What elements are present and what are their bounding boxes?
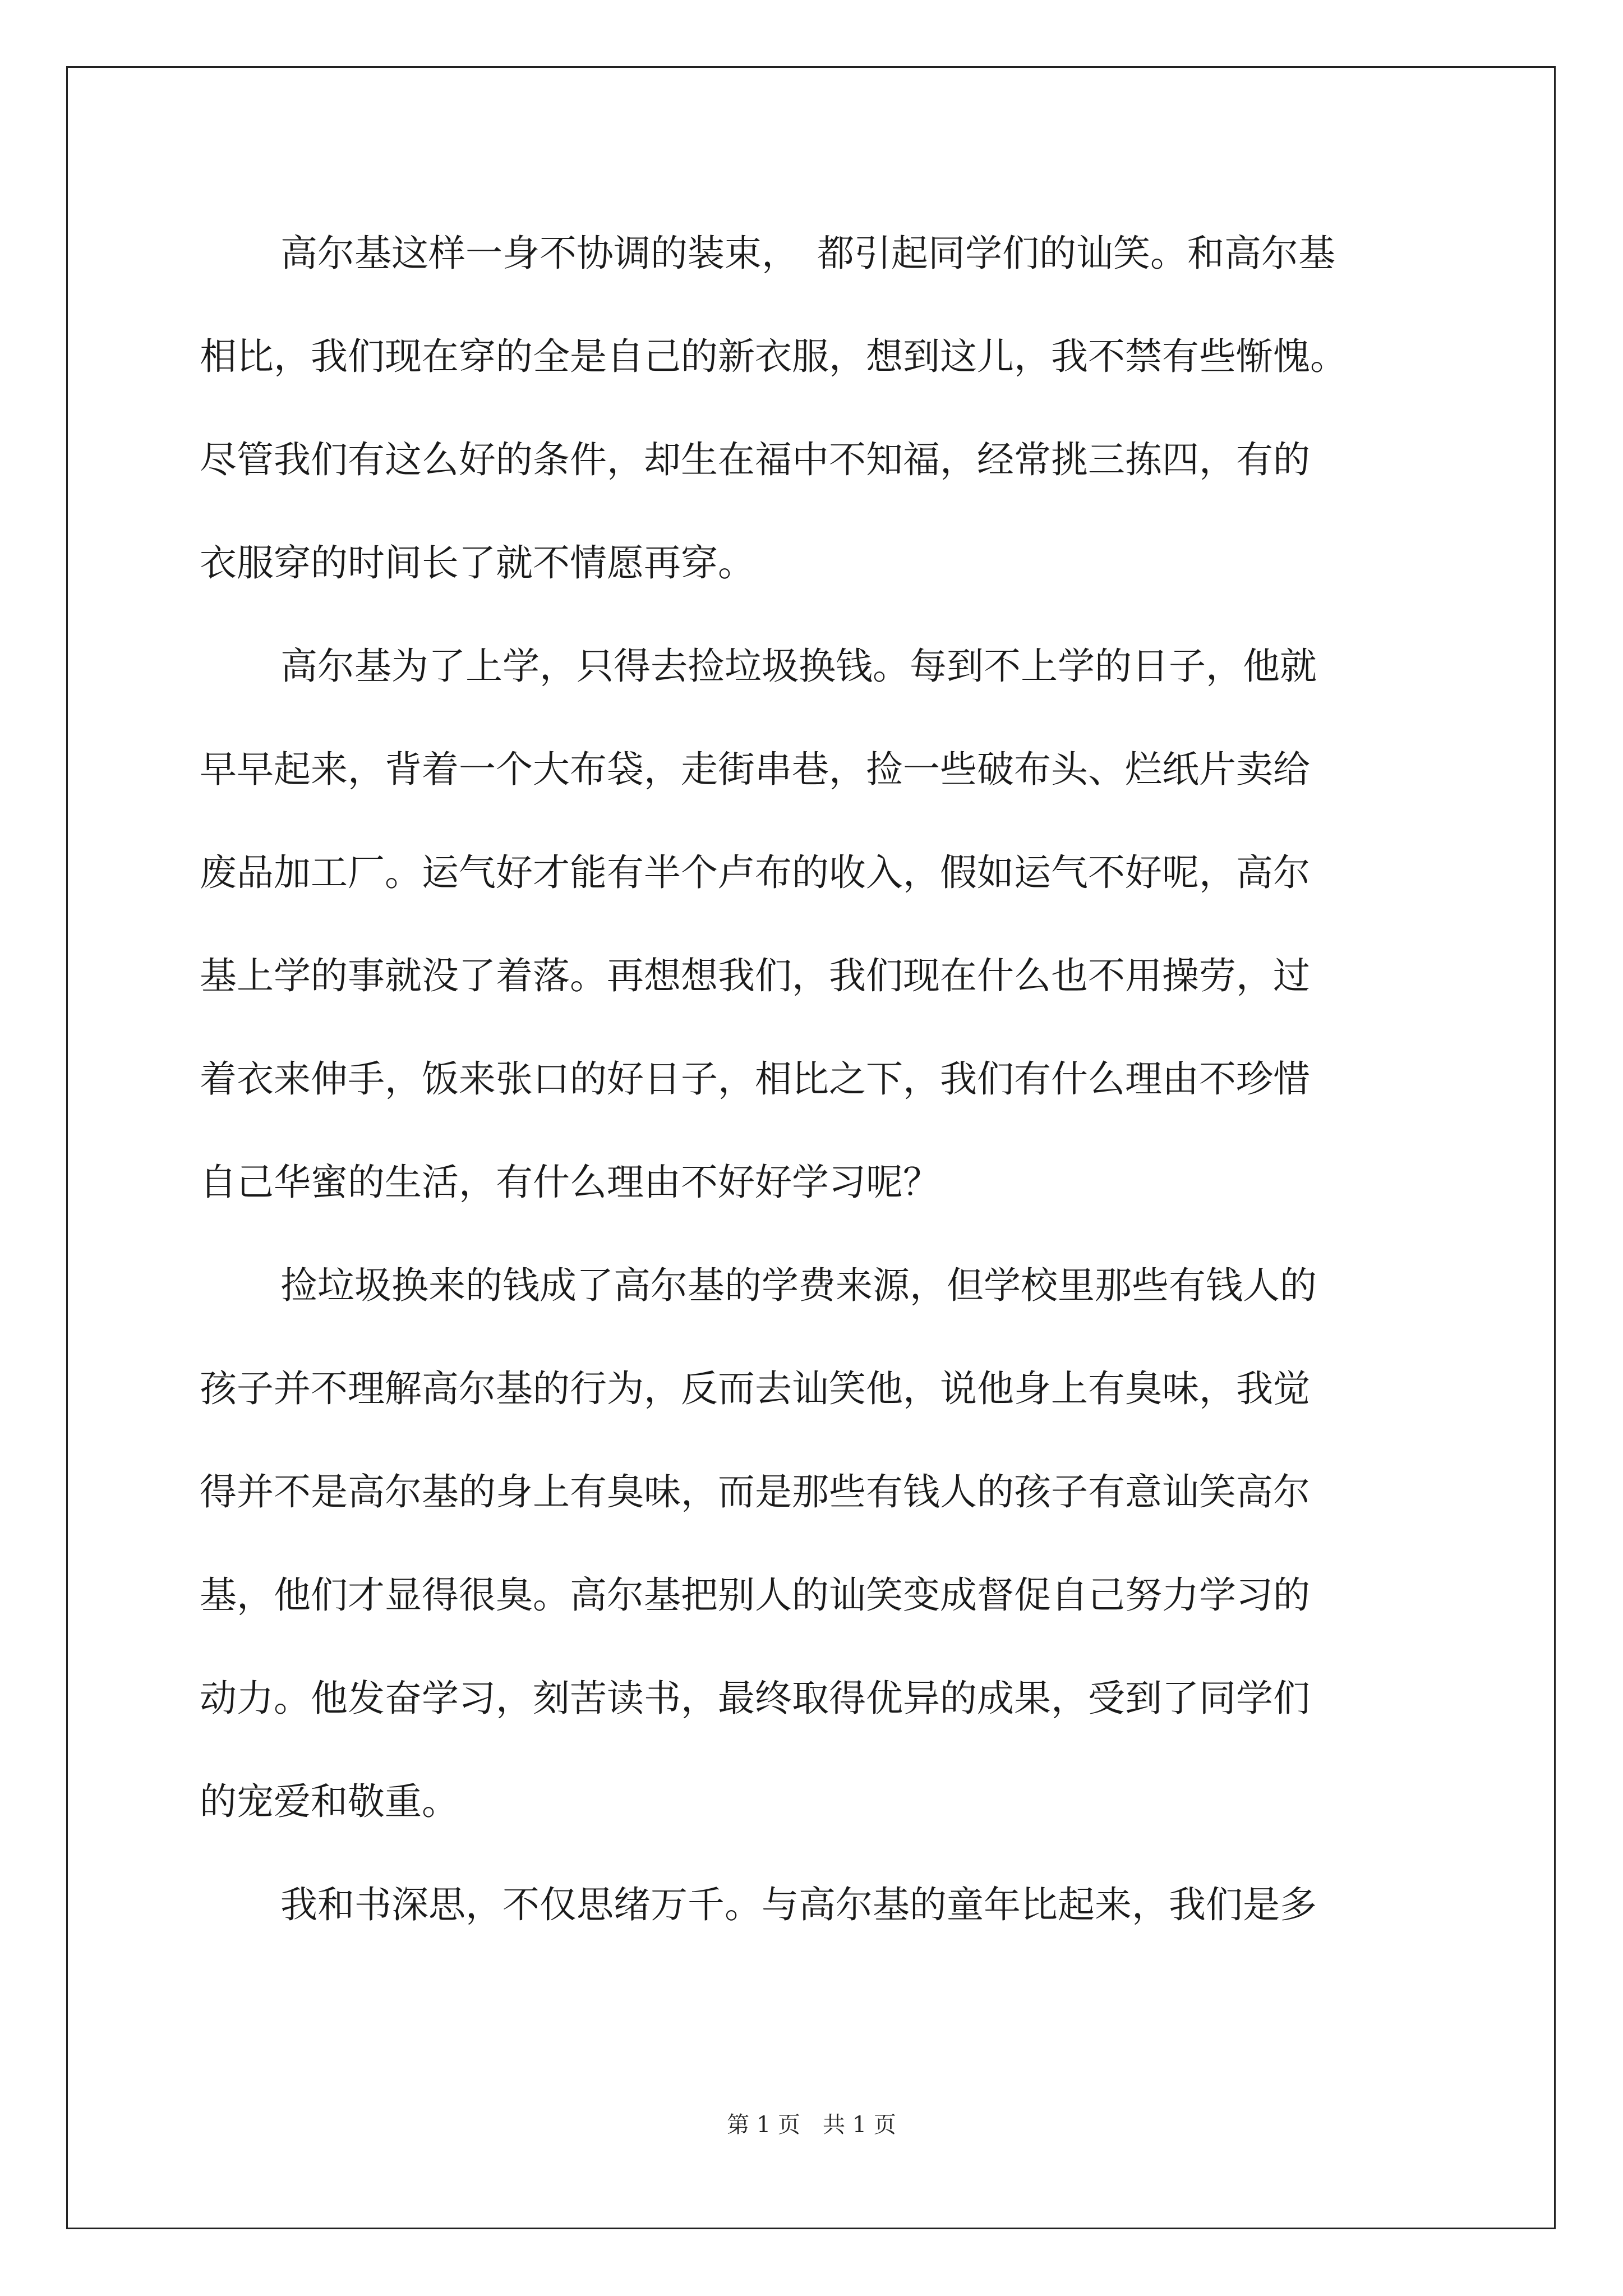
text-line: 早早起来，背着一个大布袋，走街串巷，捡一些破布头、烂纸片卖给 bbox=[200, 748, 1310, 791]
text-line: 孩子并不理解高尔基的行为，反而去讪笑他，说他身上有臭味，我觉 bbox=[200, 1367, 1310, 1410]
text-line: 基上学的事就没了着落。再想想我们，我们现在什么也不用操劳，过 bbox=[200, 954, 1310, 997]
page-footer: 第 1 页 共 1 页 bbox=[727, 2112, 896, 2138]
text-line: 废品加工厂。运气好才能有半个卢布的收入，假如运气不好呢，高尔 bbox=[200, 851, 1310, 894]
text-line: 基，他们才显得很臭。高尔基把别人的讪笑变成督促自己努力学习的 bbox=[200, 1573, 1310, 1617]
text-line: 我和书深思，不仅思绪万千。与高尔基的童年比起来，我们是多 bbox=[280, 1883, 1317, 1926]
paragraph bbox=[200, 1853, 1411, 1957]
text-line: 高尔基这样一身不协调的装束， 都引起同学们的讪笑。和高尔基 bbox=[280, 232, 1335, 275]
text-line: 得并不是高尔基的身上有臭味，而是那些有钱人的孩子有意讪笑高尔 bbox=[200, 1470, 1310, 1513]
text-line: 衣服穿的时间长了就不情愿再穿。 bbox=[200, 541, 755, 585]
text-line: 动力。他发奋学习，刻苦读书，最终取得优异的成果，受到了同学们 bbox=[200, 1677, 1310, 1720]
text-line: 高尔基为了上学，只得去捡垃圾换钱。每到不上学的日子，他就 bbox=[280, 645, 1317, 688]
text-line: 着衣来伸手，饭来张口的好日子，相比之下，我们有什么理由不珍惜 bbox=[200, 1057, 1310, 1101]
text-line: 相比，我们现在穿的全是自己的新衣服，想到这儿，我不禁有些惭愧。 bbox=[200, 335, 1347, 378]
paragraph bbox=[200, 1234, 1411, 1853]
text-line: 捡垃圾换来的钱成了高尔基的学费来源，但学校里那些有钱人的 bbox=[280, 1264, 1317, 1307]
document-body bbox=[200, 202, 1411, 1957]
paragraph bbox=[200, 202, 1411, 615]
text-line: 尽管我们有这么好的条件，却生在福中不知福，经常挑三拣四，有的 bbox=[200, 438, 1310, 481]
paragraph bbox=[200, 615, 1411, 1234]
text-line: 自己华蜜的生活，有什么理由不好好学习呢？ bbox=[200, 1161, 940, 1204]
text-line: 的宠爱和敬重。 bbox=[200, 1780, 459, 1823]
